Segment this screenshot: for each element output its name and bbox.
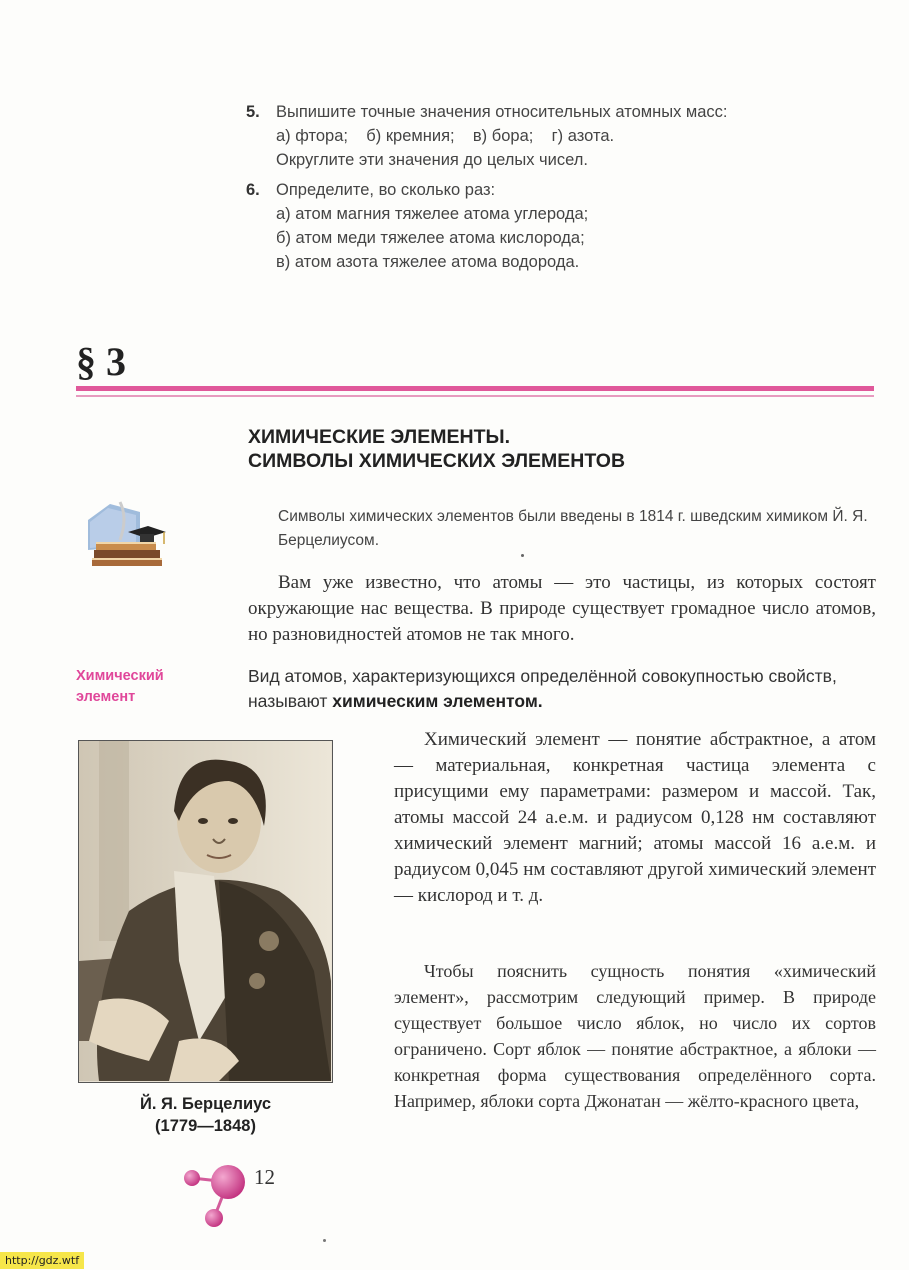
section-number: § 3 [76, 339, 126, 384]
paragraph-text: Чтобы пояснить сущность понятия «химический элемент», рассмотрим следующий пример. В природе существует большое число яблок, но число их сортов ограничено. Сорт яблок — понятие абстрактное, а яблоки — конкретная форма существования определённого сорта. Например, яблоки сорта Джонатан — жёлто-красного цвета, [394, 961, 876, 1111]
exercise-line: б) атом меди тяжелее атома кислорода; [276, 229, 585, 247]
exercise-line: в) атом азота тяжелее атома водорода. [276, 253, 580, 271]
exercise-5 [246, 100, 826, 172]
section-divider-thin [76, 395, 874, 397]
section-title-line: СИМВОЛЫ ХИМИЧЕСКИХ ЭЛЕМЕНТОВ [248, 450, 626, 472]
portrait-drawing [79, 741, 331, 1081]
exercise-line: а) атом магния тяжелее атома углерода; [276, 205, 589, 223]
paragraph [394, 958, 876, 1114]
paragraph [394, 727, 876, 909]
exercise-6 [246, 178, 826, 274]
section-title [248, 425, 625, 473]
definition [248, 664, 876, 714]
paragraph-text: Химический элемент — понятие абстрактное, а атом — материальная, конкретная частица элемента с присущими ему параметрами: размером и массой. Так, атомы массой 24 а.е.м. и радиусом 0,128 нм составляют химический элемент магний; атомы массой 16 а.е.м. и радиусом 0,045 нм составляют другой химический элемент — кислород и т. д. [394, 729, 876, 906]
exercise-number: 6. [246, 181, 260, 199]
exercises [246, 100, 826, 274]
portrait-caption-name: Й. Я. Берцелиус [139, 1095, 272, 1113]
exercise-line: Округлите эти значения до целых чисел. [276, 151, 588, 169]
intro-text: Символы химических элементов были введены в 1814 г. шведским химиком Й. Я. Берцелиусом. [278, 508, 868, 549]
molecule-icon [178, 1158, 258, 1234]
exercise-line: а) фтора; б) кремния; в) бора; г) азота. [276, 127, 615, 145]
portrait-image [78, 740, 333, 1083]
definition-term: химическим элементом. [332, 691, 543, 711]
exercise-line: Определите, во сколько раз: [276, 181, 496, 199]
portrait-caption [78, 1093, 333, 1137]
paragraph-text: Вам уже известно, что атомы — это частицы, из которых состоят окружающие нас вещества. В природе существует громадное число атомов, но разновидностей атомов не так много. [248, 572, 876, 645]
books-graduation-cap-icon [80, 500, 170, 572]
exercise-line: Выпишите точные значения относительных атомных масс: [276, 103, 728, 121]
section-divider [76, 386, 874, 391]
speck [521, 554, 524, 557]
page-number: 12 [254, 1165, 275, 1189]
paragraph [248, 570, 876, 648]
margin-term-line: Химический [76, 668, 164, 684]
exercise-number: 5. [246, 103, 260, 121]
watermark-link[interactable]: http://gdz.wtf [0, 1252, 84, 1269]
speck [323, 1239, 326, 1242]
portrait-caption-years: (1779—1848) [155, 1117, 256, 1135]
margin-term-line: элемент [76, 689, 136, 705]
definition-text: Вид атомов, характеризующихся определённой совокупностью свойств, называют [248, 666, 837, 711]
margin-term [76, 666, 164, 708]
section-title-line: ХИМИЧЕСКИЕ ЭЛЕМЕНТЫ. [248, 426, 510, 448]
